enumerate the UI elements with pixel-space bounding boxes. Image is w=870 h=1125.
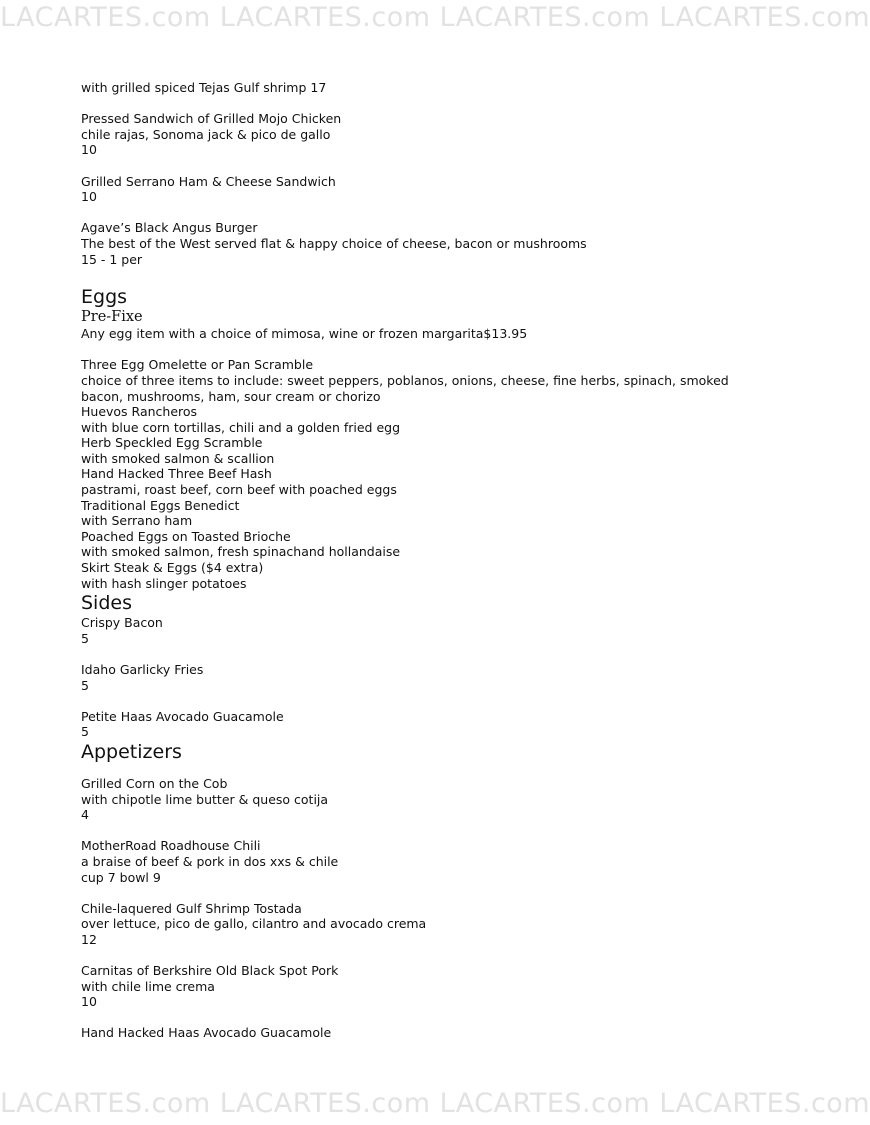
- section-heading-appetizers: Appetizers: [81, 740, 182, 763]
- menu-item-desc: with smoked salmon & scallion: [81, 450, 275, 466]
- menu-item: [81, 80, 781, 96]
- section-heading-sides: Sides: [81, 592, 132, 615]
- menu-item-name: Huevos Rancheros: [81, 404, 198, 420]
- watermark-bottom: LACARTES.com LACARTES.com LACARTES.com LACARTES.com: [0, 1088, 870, 1119]
- menu-item: [81, 357, 781, 404]
- menu-item-price: 4: [81, 807, 89, 823]
- menu-item: [81, 709, 781, 740]
- menu-item-price: 10: [81, 994, 97, 1010]
- menu-item-desc: with smoked salmon, fresh spinachand hollandaise: [81, 544, 401, 560]
- menu-item: [81, 901, 781, 948]
- menu-item-name: Herb Speckled Egg Scramble: [81, 435, 263, 451]
- menu-item-price: cup 7 bowl 9: [81, 869, 161, 885]
- menu-item-desc: pastrami, roast beef, corn beef with poached eggs: [81, 482, 397, 498]
- menu-item-desc: with grilled spiced Tejas Gulf shrimp 17: [81, 80, 327, 95]
- menu-item: [81, 435, 781, 466]
- menu-item: [81, 174, 781, 205]
- menu-item-desc: with Serrano ham: [81, 513, 193, 529]
- menu-item: [81, 560, 781, 591]
- menu-item-name: Grilled Serrano Ham & Cheese Sandwich: [81, 173, 336, 189]
- menu-item: [81, 404, 781, 435]
- menu-item-name: Crispy Bacon: [81, 615, 163, 631]
- prefixe-note: Any egg item with a choice of mimosa, wine or frozen margarita$13.95: [81, 326, 528, 342]
- menu-item-price: 10: [81, 189, 97, 205]
- menu-item: [81, 529, 781, 560]
- menu-item-name: Pressed Sandwich of Grilled Mojo Chicken: [81, 111, 342, 127]
- menu-item-name: Petite Haas Avocado Guacamole: [81, 708, 284, 724]
- menu-item-name: Traditional Eggs Benedict: [81, 497, 240, 513]
- menu-item-desc: The best of the West served flat & happy choice of cheese, bacon or mushrooms: [81, 235, 587, 251]
- menu-item-desc: chile rajas, Sonoma jack & pico de gallo: [81, 126, 331, 142]
- menu-item-name: Grilled Corn on the Cob: [81, 775, 228, 791]
- section-heading-eggs: Eggs: [81, 286, 128, 309]
- watermark-top: LACARTES.com LACARTES.com LACARTES.com LACARTES.com: [0, 2, 870, 33]
- menu-item: [81, 615, 781, 646]
- menu-item-name: Poached Eggs on Toasted Brioche: [81, 528, 291, 544]
- menu-item-name: MotherRoad Roadhouse Chili: [81, 838, 261, 854]
- menu-item-name: Hand Hacked Three Beef Hash: [81, 466, 272, 482]
- menu-item-desc: over lettuce, pico de gallo, cilantro and avocado crema: [81, 916, 427, 932]
- menu-item-name: Carnitas of Berkshire Old Black Spot Pork: [81, 963, 339, 979]
- menu-item-price: 5: [81, 724, 89, 740]
- menu-item-desc: with chipotle lime butter & queso cotija: [81, 791, 329, 807]
- menu-item-price: 15 - 1 per: [81, 251, 143, 267]
- menu-item: [81, 963, 781, 1010]
- menu-item-name: Three Egg Omelette or Pan Scramble: [81, 357, 314, 373]
- menu-item-name: Hand Hacked Haas Avocado Guacamole: [81, 1025, 332, 1041]
- menu-item: [81, 466, 781, 497]
- menu-page: [81, 80, 781, 1041]
- menu-item-price: 10: [81, 142, 97, 158]
- menu-item-price: 5: [81, 630, 89, 646]
- menu-item-desc: with blue corn tortillas, chili and a golden fried egg: [81, 419, 401, 435]
- menu-item: [81, 776, 781, 823]
- section-subheading-prefixe: Pre-Fixe: [81, 309, 143, 326]
- menu-item-price: 12: [81, 931, 97, 947]
- menu-item-desc: choice of three items to include: sweet peppers, poblanos, onions, cheese, fine herbs, spinach, smoked bacon, mushrooms, ham, sour cream or chorizo: [81, 372, 729, 404]
- menu-item-price: 5: [81, 677, 89, 693]
- menu-item-desc: a braise of beef & pork in dos xxs & chile: [81, 853, 339, 869]
- menu-item-name: Skirt Steak & Eggs ($4 extra): [81, 560, 264, 576]
- menu-item: [81, 111, 781, 158]
- menu-item-name: Agave’s Black Angus Burger: [81, 220, 258, 236]
- menu-item: [81, 838, 781, 885]
- menu-item-name: Idaho Garlicky Fries: [81, 662, 204, 677]
- menu-item-desc: with chile lime crema: [81, 978, 215, 994]
- menu-item-desc: with hash slinger potatoes: [81, 575, 247, 591]
- menu-item: [81, 662, 781, 693]
- menu-item: [81, 1025, 781, 1041]
- menu-item-name: Chile-laquered Gulf Shrimp Tostada: [81, 900, 302, 916]
- menu-item: [81, 498, 781, 529]
- menu-item: [81, 220, 781, 267]
